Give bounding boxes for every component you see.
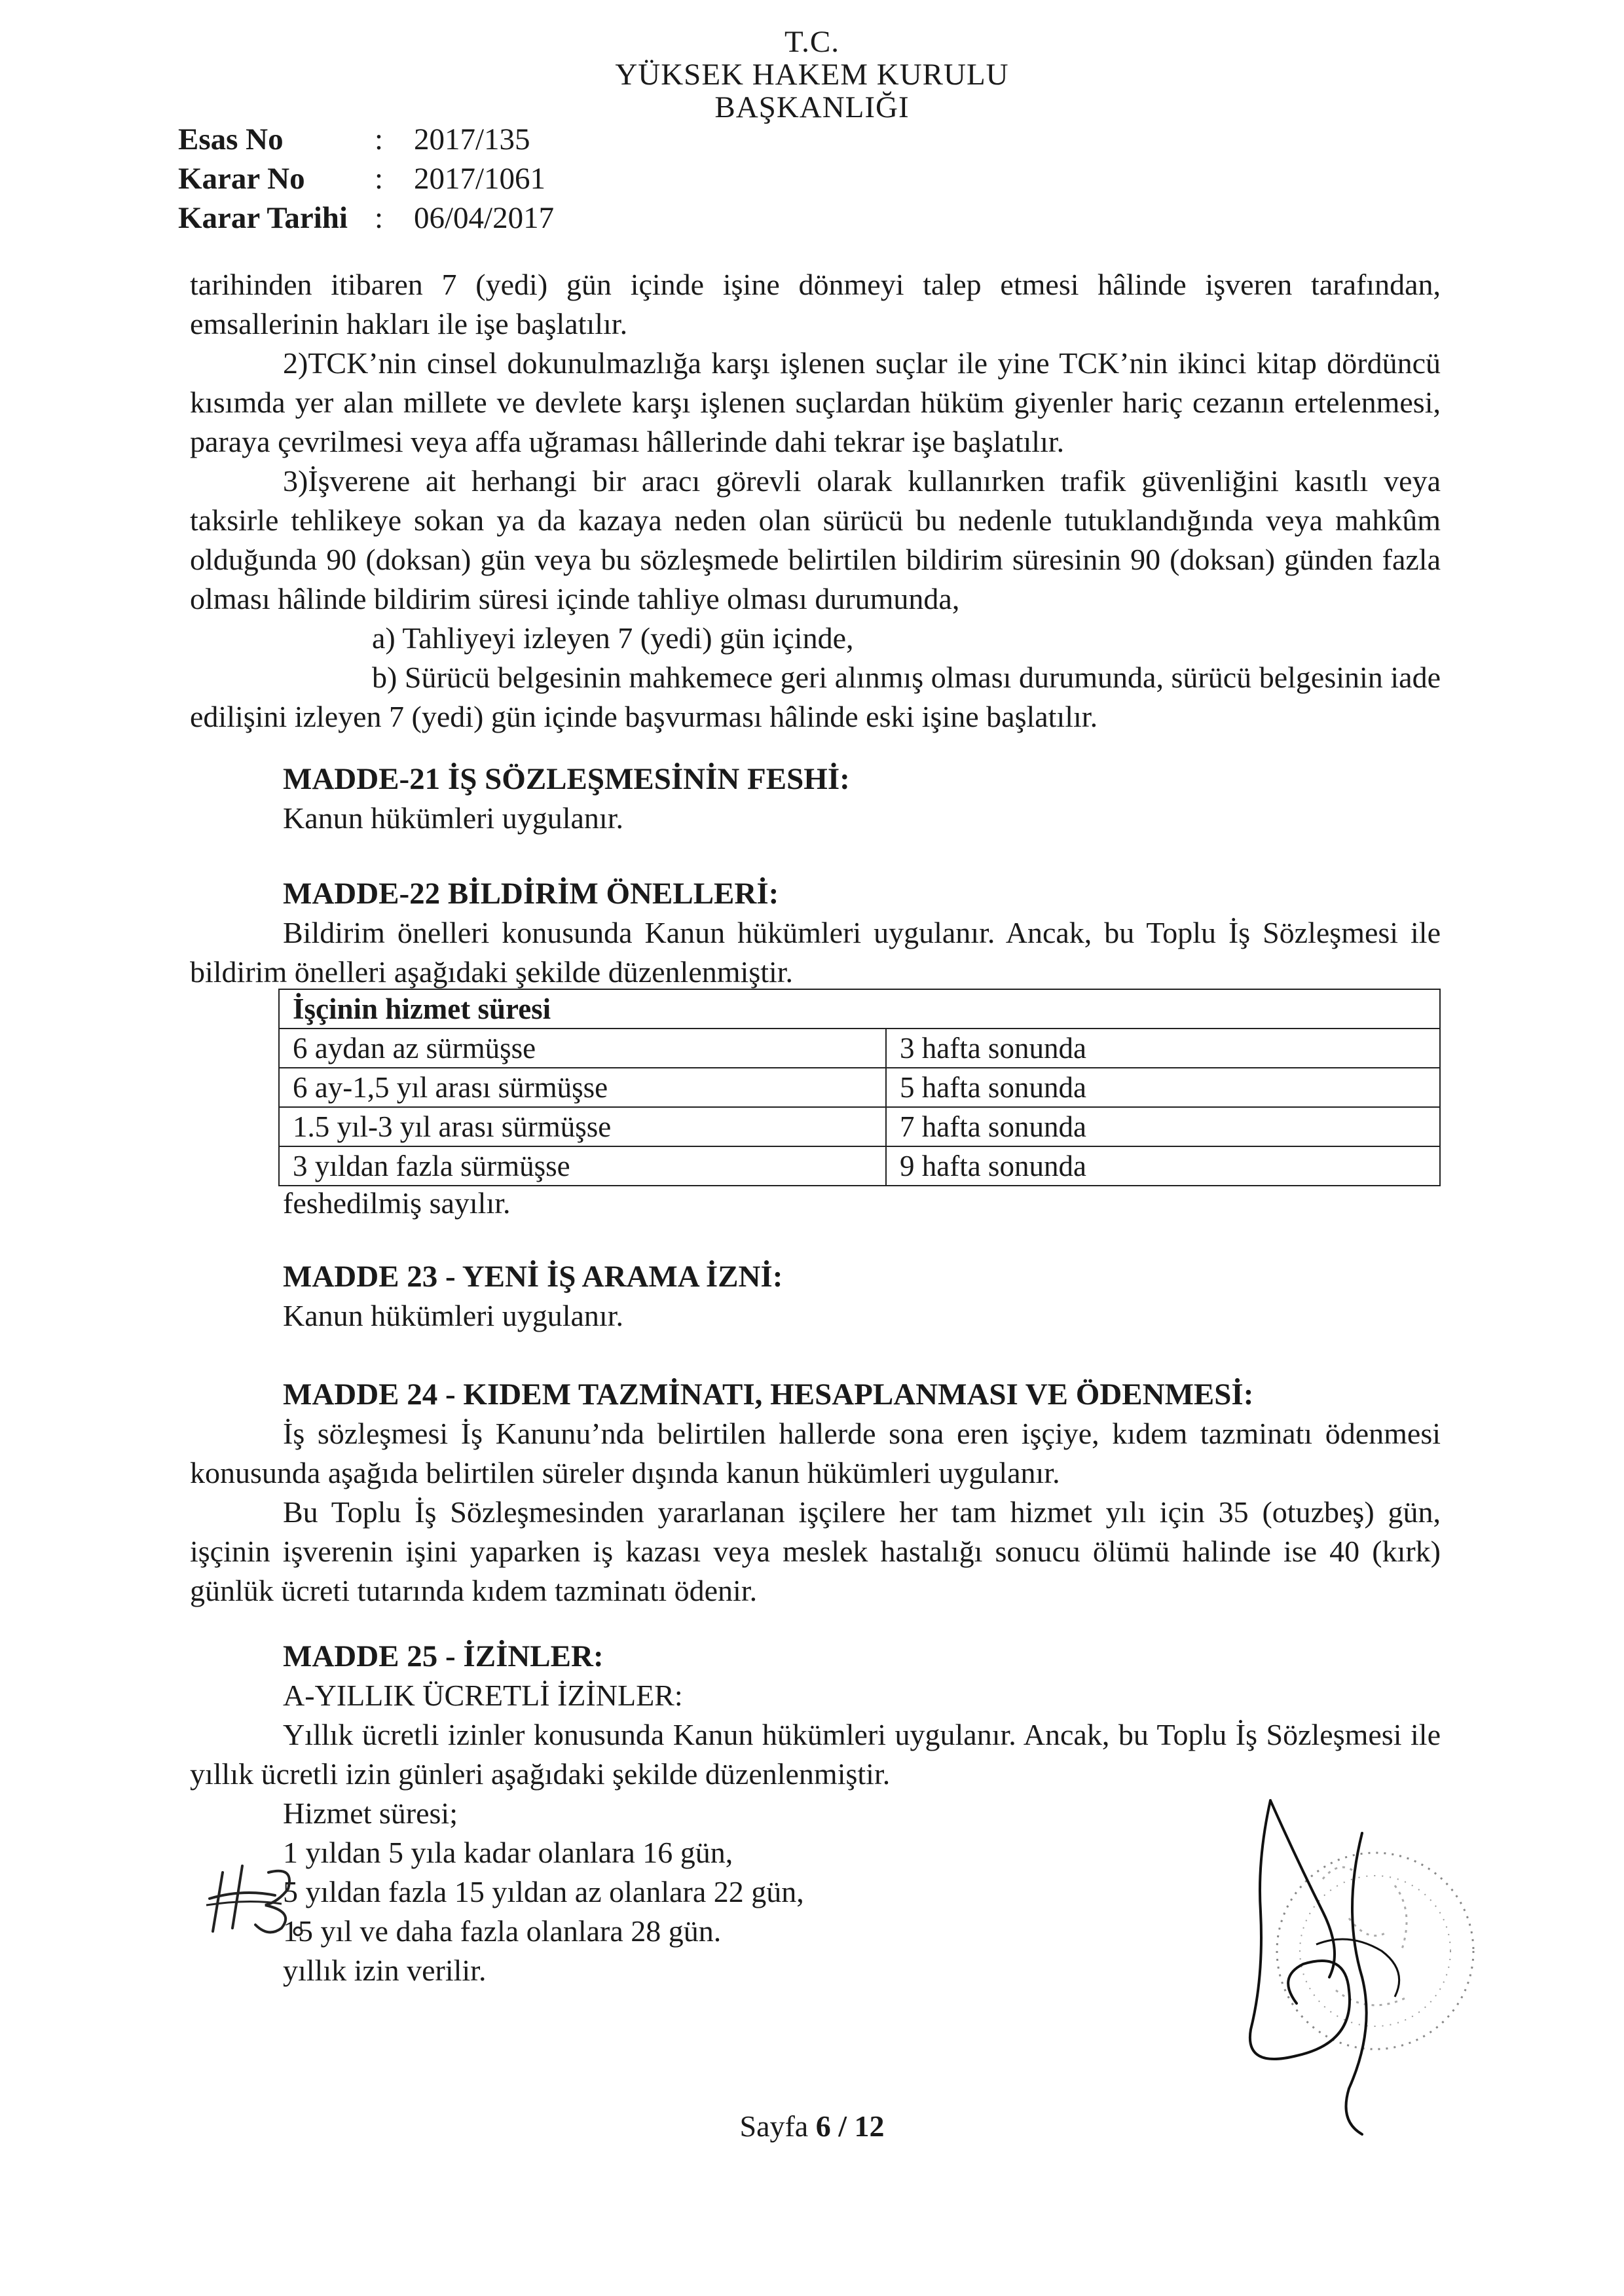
handwritten-initials-icon xyxy=(203,1853,314,1944)
meta-esas-no: Esas No : 2017/135 xyxy=(178,120,554,159)
article-23-title: MADDE 23 - YENİ İŞ ARAMA İZNİ: xyxy=(283,1260,783,1294)
article-22 xyxy=(190,874,1441,992)
paragraph-item-a: a) Tahliyeyi izleyen 7 (yedi) gün içinde, xyxy=(372,621,854,655)
page-current: 6 xyxy=(815,2109,831,2143)
table-header: İşçinin hizmet süresi xyxy=(279,989,1440,1029)
page-footer xyxy=(0,2108,1624,2145)
table-cell-duration: 3 yıldan fazla sürmüşse xyxy=(279,1146,886,1186)
table-row xyxy=(279,1146,1440,1186)
table-cell-duration: 6 ay-1,5 yıl arası sürmüşse xyxy=(279,1068,886,1107)
article-23-text: Kanun hükümleri uygulanır. xyxy=(283,1299,623,1332)
page-label: Sayfa xyxy=(739,2109,809,2143)
meta-value: 2017/1061 xyxy=(414,162,546,196)
leave-line: 15 yıl ve daha fazla olanlara 28 gün. xyxy=(283,1914,722,1948)
header-tc: T.C. xyxy=(784,25,840,59)
article-25-subtitle: A-YILLIK ÜCRETLİ İZİNLER: xyxy=(283,1679,683,1712)
service-label: Hizmet süresi; xyxy=(283,1796,458,1830)
meta-label: Karar Tarihi xyxy=(178,201,348,235)
paragraph: tarihinden itibaren 7 (yedi) gün içinde işine dönmeyi talep etmesi hâlinde işveren tarafından, emsallerinin hakları ile işe başlatılır. xyxy=(190,268,1441,340)
article-22-text: Bildirim önelleri konusunda Kanun hükümleri uygulanır. Ancak, bu Toplu İş Sözleşmesi ile bildirim önelleri aşağıdaki şekilde düzenlenmiştir. xyxy=(190,916,1441,989)
article-22-title: MADDE-22 BİLDİRİM ÖNELLERİ: xyxy=(283,877,779,911)
table-cell-notice: 5 hafta sonunda xyxy=(886,1068,1440,1107)
meta-karar-no: Karar No : 2017/1061 xyxy=(178,159,554,198)
table-row xyxy=(279,1068,1440,1107)
table-after xyxy=(190,1184,1441,1223)
table-row xyxy=(279,1107,1440,1146)
paragraph: 3)İşverene ait herhangi bir aracı görevli olarak kullanırken trafik güvenliğini kasıtlı veya taksirle tehlikeye sokan ya da kazaya neden olan sürücü bu nedenle tutuklandığında veya mahkûm olduğunda 90 (doksan) gün veya bu sözleşmede belirtilen bildirim süresinin 90 (doksan) günden fazla olması hâlinde bildirim süresi içinde tahliye olması durumunda, xyxy=(190,464,1441,615)
article-21-title: MADDE-21 İŞ SÖZLEŞMESİNİN FESHİ: xyxy=(283,762,850,796)
meta-value: 06/04/2017 xyxy=(414,201,555,235)
leave-line: 1 yıldan 5 yıla kadar olanlara 16 gün, xyxy=(283,1836,733,1869)
paragraph: 2)TCK’nin cinsel dokunulmazlığa karşı işlenen suçlar ile yine TCK’nin ikinci kitap dördüncü kısımda yer alan millete ve devlete karşı işlenen suçlardan hüküm giyenler hariç cezanın ertelenmesi, paraya çevrilmesi veya affa uğraması hâllerinde dahi tekrar işe başlatılır. xyxy=(190,346,1441,458)
table-cell-duration: 6 aydan az sürmüşse xyxy=(279,1029,886,1068)
meta-label: Karar No xyxy=(178,162,305,196)
page-separator: / xyxy=(838,2109,847,2143)
header-institution: YÜKSEK HAKEM KURULU xyxy=(615,58,1009,92)
meta-karar-tarihi: Karar Tarihi : 06/04/2017 xyxy=(178,198,554,238)
case-meta xyxy=(178,120,554,238)
article-21-text: Kanun hükümleri uygulanır. xyxy=(283,801,623,835)
table-row xyxy=(279,1029,1440,1068)
article-25-title: MADDE 25 - İZİNLER: xyxy=(283,1639,604,1673)
article-21 xyxy=(190,759,1441,838)
table-cell-notice: 9 hafta sonunda xyxy=(886,1146,1440,1186)
signature-stamp-icon xyxy=(1198,1781,1500,2147)
paragraph: Yıllık ücretli izinler konusunda Kanun hükümleri uygulanır. Ancak, bu Toplu İş Sözleşmesi ile yıllık ücretli izin günleri aşağıdaki şekilde düzenlenmiştir. xyxy=(190,1718,1441,1791)
article-24-title: MADDE 24 - KIDEM TAZMİNATI, HESAPLANMASI VE ÖDENMESİ: xyxy=(283,1377,1254,1412)
paragraph: Bu Toplu İş Sözleşmesinden yararlanan işçilere her tam hizmet yılı için 35 (otuzbeş) gün, işçinin işverenin işini yaparken iş kazası veya meslek hastalığı sonucu ölümü halinde ise 40 (kırk) günlük ücreti tutarında kıdem tazminatı ödenir. xyxy=(190,1495,1441,1607)
leave-line: 5 yıldan fazla 15 yıldan az olanlara 22 gün, xyxy=(283,1875,804,1908)
meta-label: Esas No xyxy=(178,122,284,156)
header-presidency: BAŞKANLIĞI xyxy=(714,90,910,124)
table-cell-notice: 7 hafta sonunda xyxy=(886,1107,1440,1146)
table-cell-duration: 1.5 yıl-3 yıl arası sürmüşse xyxy=(279,1107,886,1146)
article-23 xyxy=(190,1257,1441,1336)
paragraph-item-b: b) Sürücü belgesinin mahkemece geri alınmış olması durumunda, sürücü belgesinin iade edilişini izleyen 7 (yedi) gün içinde başvurması hâlinde eski işine başlatılır. xyxy=(190,661,1441,733)
table-header-row xyxy=(279,989,1440,1029)
table-after-text: feshedilmiş sayılır. xyxy=(283,1186,511,1220)
table-cell-notice: 3 hafta sonunda xyxy=(886,1029,1440,1068)
paragraph: İş sözleşmesi İş Kanunu’nda belirtilen hallerde sona eren işçiye, kıdem tazminatı ödenmesi konusunda aşağıda belirtilen süreler dışında kanun hükümleri uygulanır. xyxy=(190,1417,1441,1489)
article-24 xyxy=(190,1375,1441,1611)
meta-value: 2017/135 xyxy=(414,122,530,156)
leave-closing: yıllık izin verilir. xyxy=(283,1954,487,1987)
page-total: 12 xyxy=(854,2109,885,2143)
notice-period-table xyxy=(278,989,1441,1186)
section-continuation xyxy=(190,265,1441,737)
